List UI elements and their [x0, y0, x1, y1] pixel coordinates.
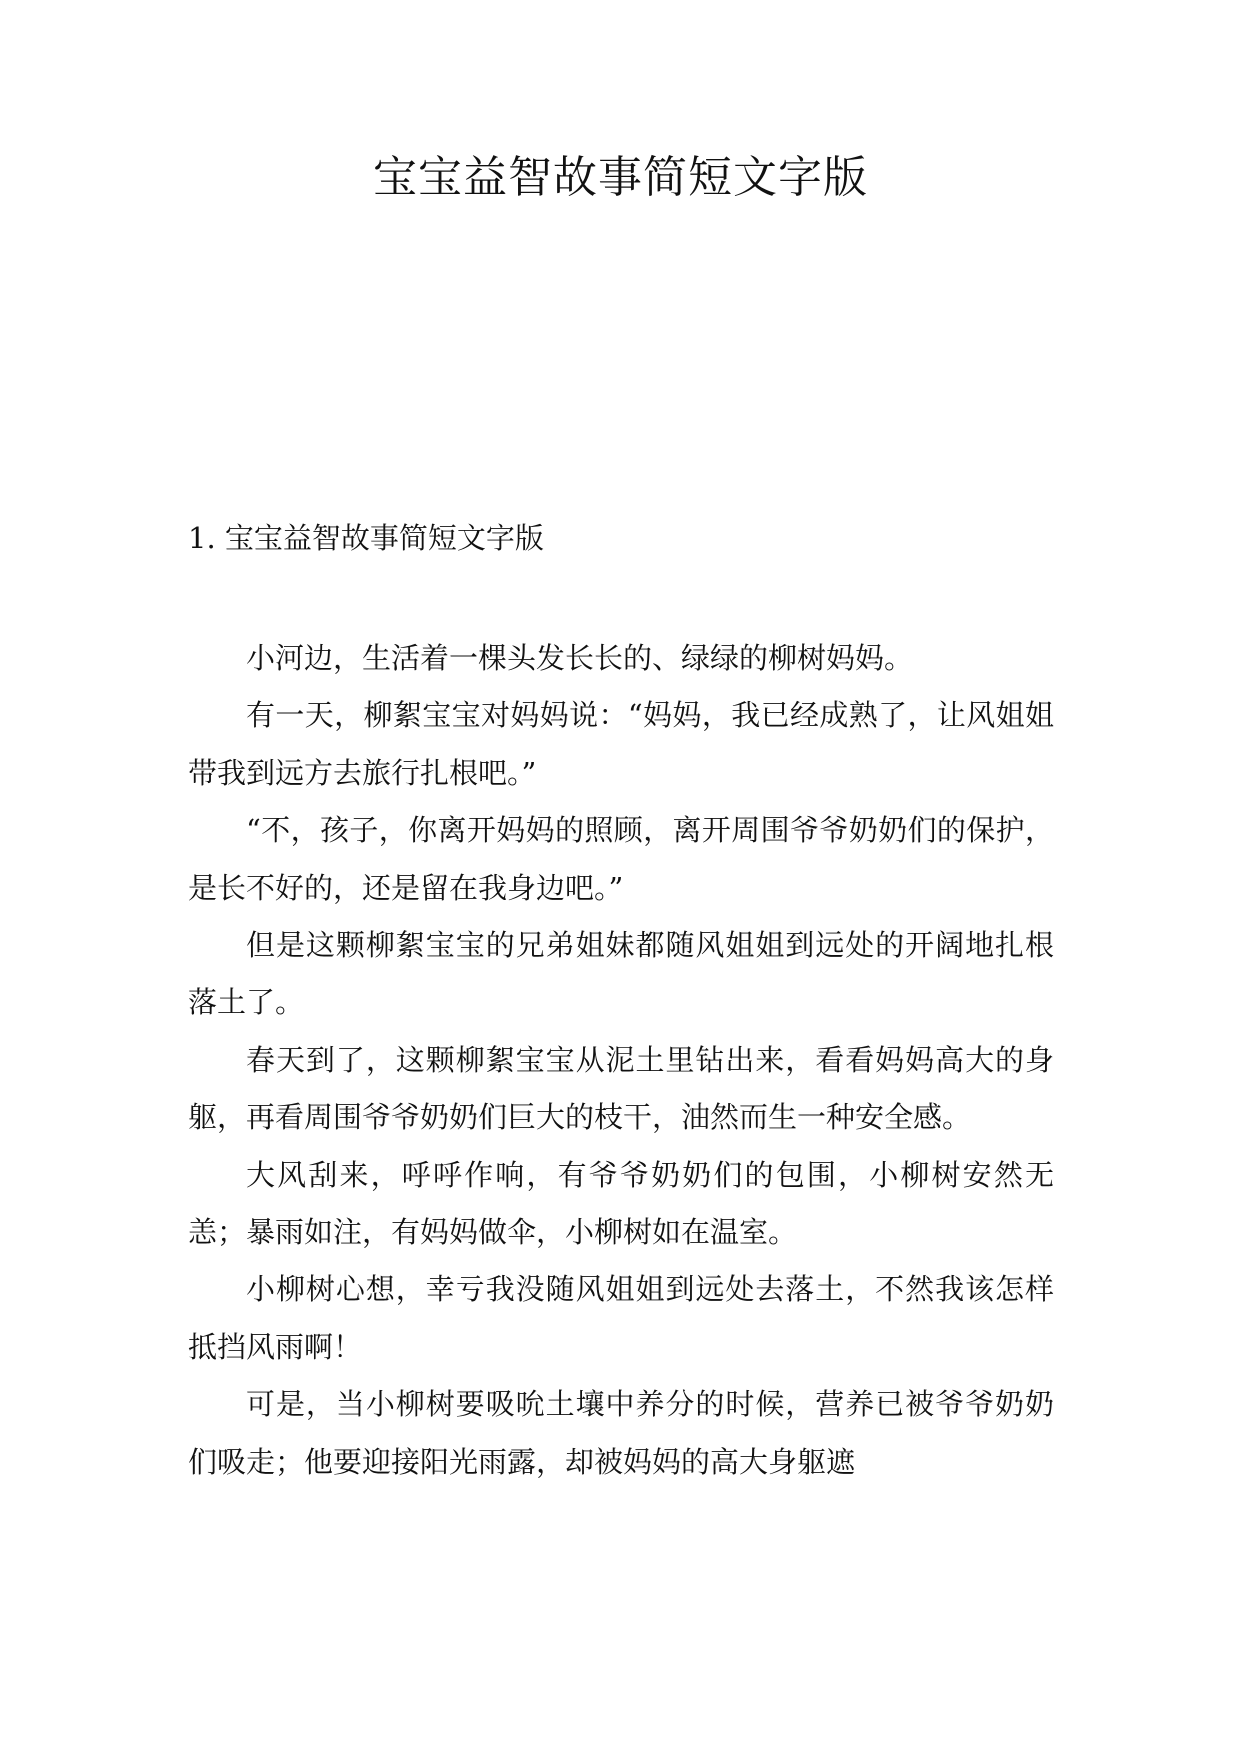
- paragraph: 春天到了，这颗柳絮宝宝从泥土里钻出来，看看妈妈高大的身躯，再看周围爷爷奶奶们巨大的枝干，油然而生一种安全感。: [188, 1042, 1054, 1135]
- story-body: [188, 630, 1054, 1491]
- section-heading: 1. 宝宝益智故事简短文字版: [188, 521, 544, 555]
- paragraph: 可是，当小柳树要吸吮土壤中养分的时候，营养已被爷爷奶奶们吸走；他要迎接阳光雨露，却被妈妈的高大身躯遮: [188, 1387, 1054, 1479]
- paragraph: 小河边，生活着一棵头发长长的、绿绿的柳树妈妈。: [246, 641, 914, 675]
- paragraph: 大风刮来，呼呼作响，有爷爷奶奶们的包围，小柳树安然无恙；暴雨如注，有妈妈做伞，小柳树如在温室。: [188, 1157, 1054, 1250]
- paragraph: 但是这颗柳絮宝宝的兄弟姐妹都随风姐姐到远处的开阔地扎根落土了。: [188, 928, 1054, 1020]
- paragraph: 小柳树心想，幸亏我没随风姐姐到远处去落土，不然我该怎样抵挡风雨啊！: [188, 1272, 1054, 1364]
- paragraph: “不，孩子，你离开妈妈的照顾，离开周围爷爷奶奶们的保护，是长不好的，还是留在我身边吧。”: [188, 813, 1054, 905]
- document-title: 宝宝益智故事简短文字版: [373, 152, 868, 203]
- paragraph: 有一天，柳絮宝宝对妈妈说：“妈妈，我已经成熟了，让风姐姐带我到远方去旅行扎根吧。”: [188, 698, 1054, 790]
